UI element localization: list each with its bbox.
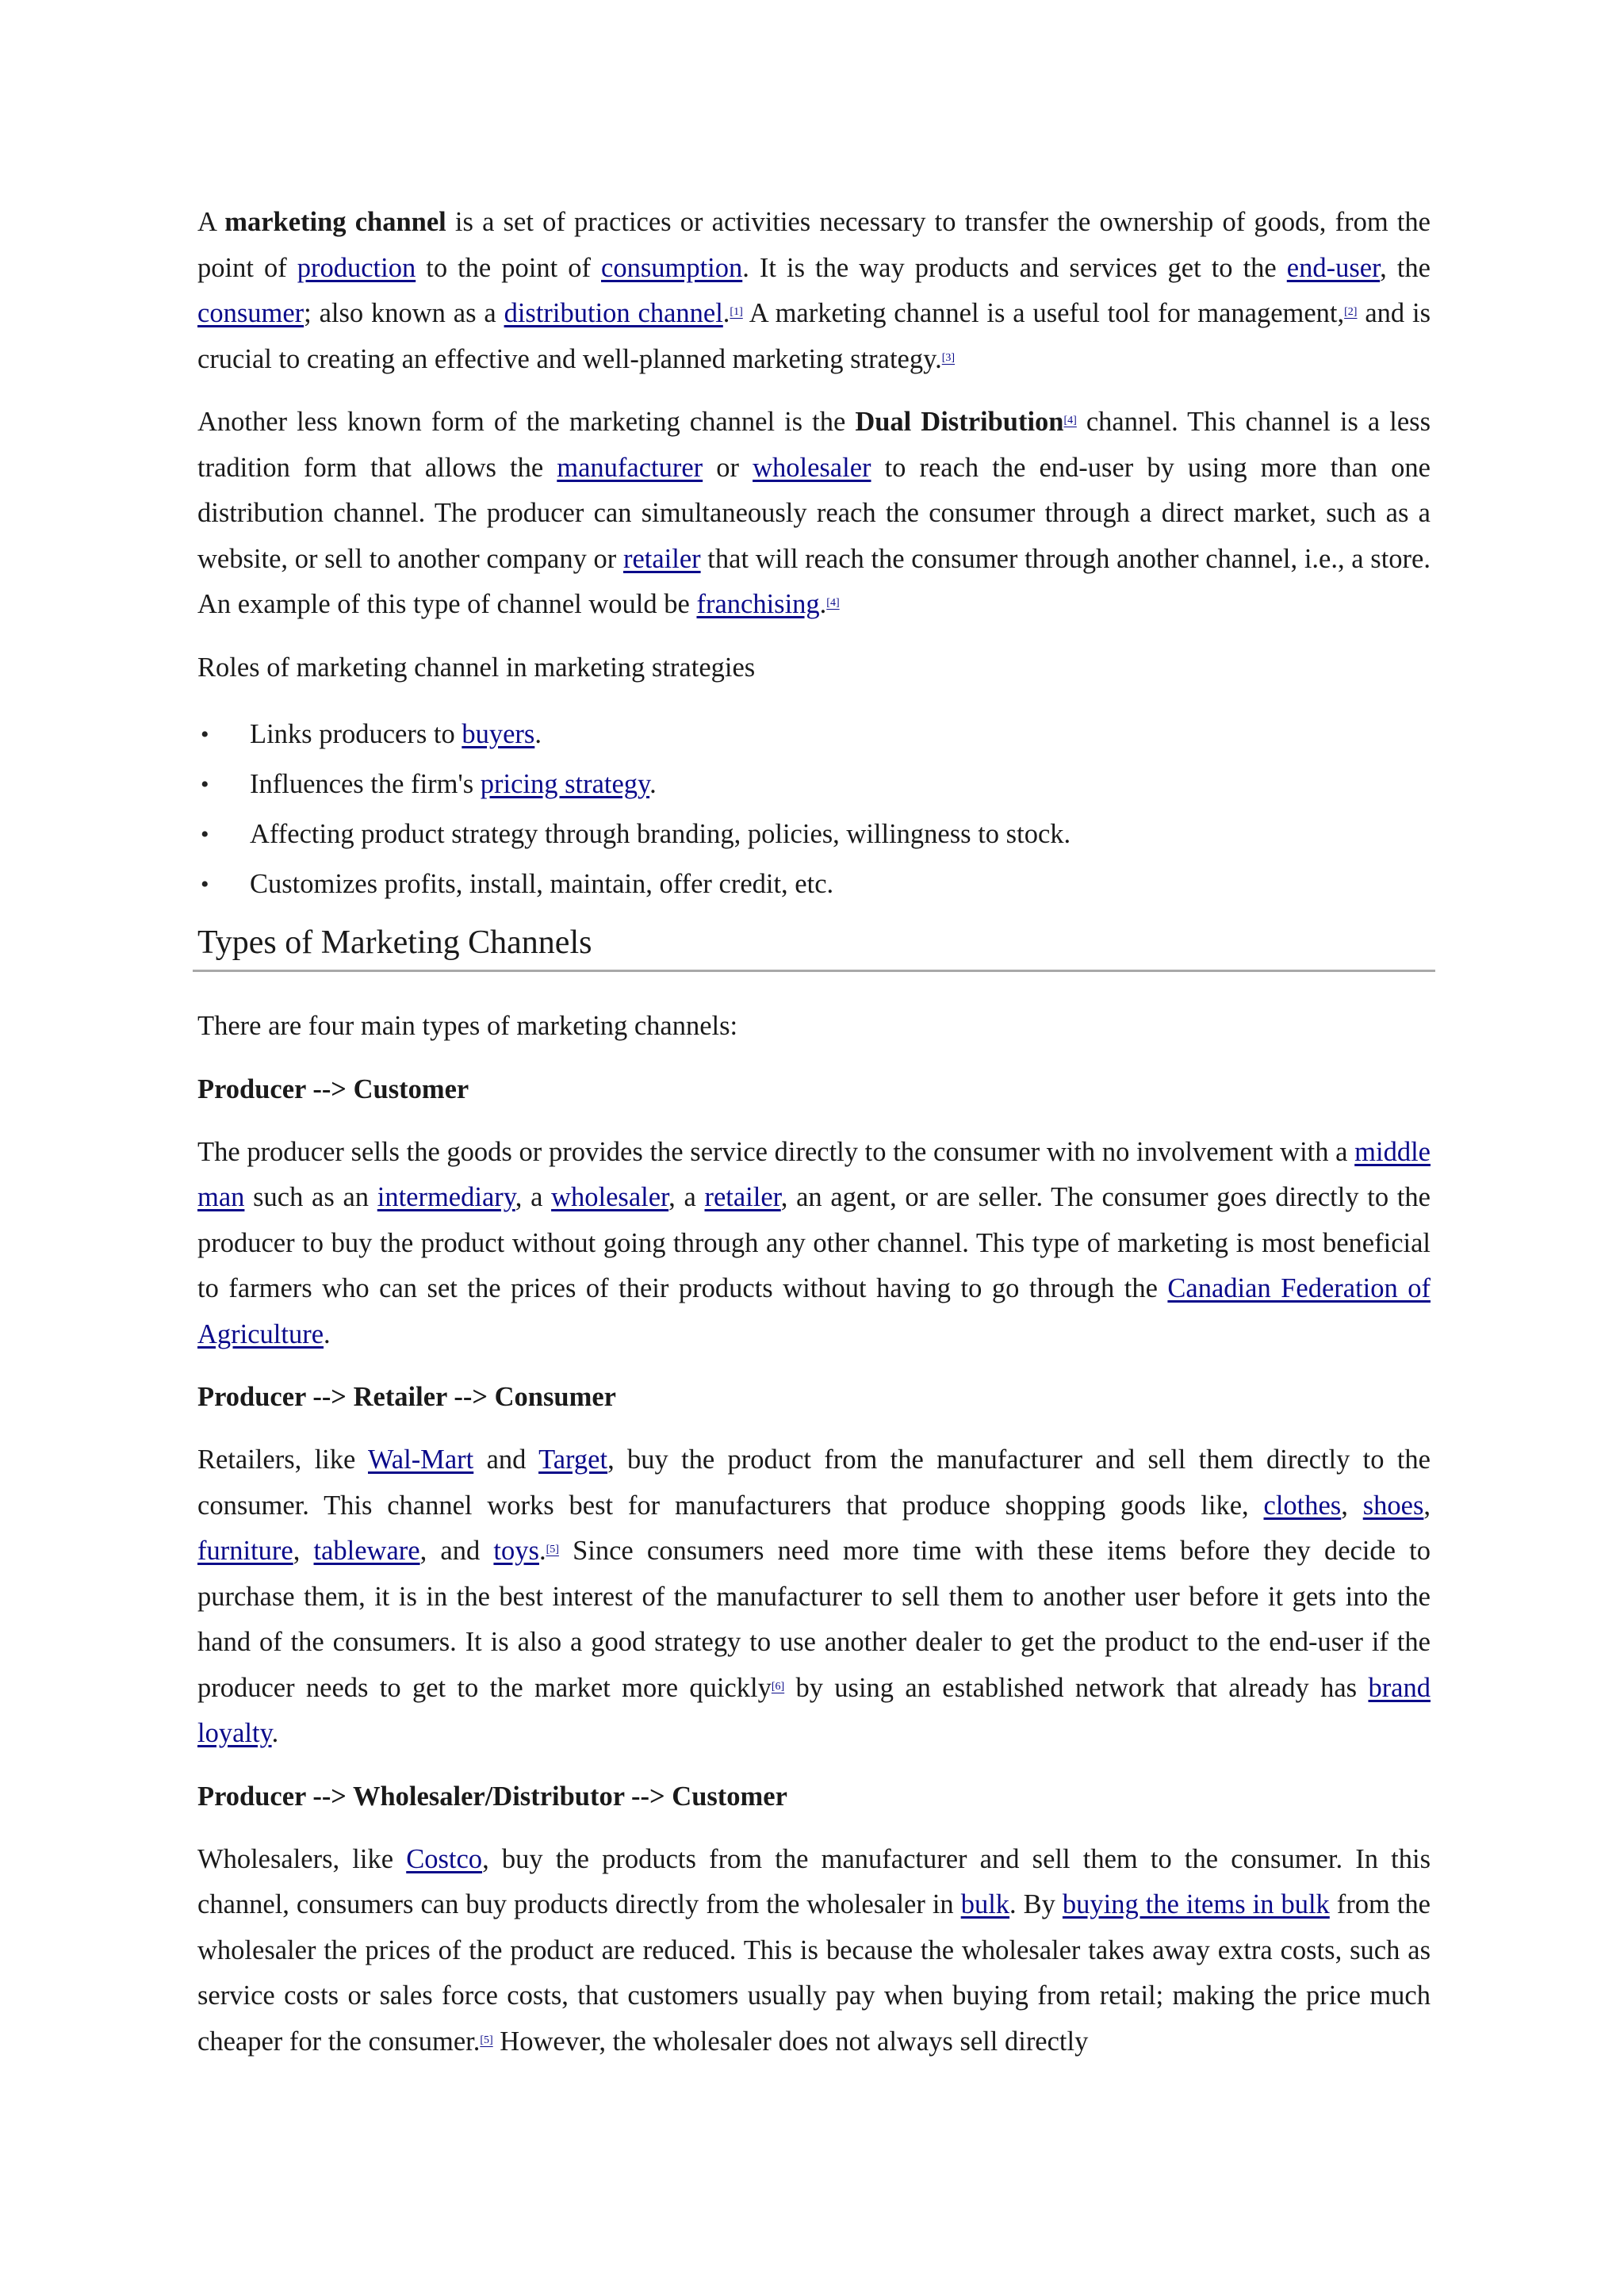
link-pricing-strategy[interactable]: pricing strategy (480, 769, 650, 799)
link-target[interactable]: Target (538, 1445, 608, 1475)
section-heading-types: Types of Marketing Channels (193, 920, 1435, 972)
producer-wholesaler-paragraph: Wholesalers, like Costco, buy the products from the manufacturer and sell them to the consumer. In this channel, consumers can buy products directly from the wholesaler in bulk. By buying the items in bulk from the wholesaler the prices of the product are reduced. This is because the wholesaler takes away extra costs, such as service costs or sales force costs, that customers usually pay when buying from retail; making the price much cheaper for the consumer.[5] However, the wholesaler does not always sell directly (197, 1843, 1431, 2057)
producer-retailer-paragraph: Retailers, like Wal-Mart and Target, buy the product from the manufacturer and sell them directly to the consumer. This channel works best for manufacturers that produce shopping goods like, clothes, shoes, furniture, tableware, and toys.[5] Since consumers need more time with these items before they decide to purchase them, it is in the best interest of the manufacturer to sell them to another user before it gets into the hand of the consumers. It is also a good strategy to use another dealer to get the product to the end-user if the producer needs to get to the market more quickly[6] by using an established network that already has brand loyalty. (197, 1445, 1431, 1748)
link-buyers[interactable]: buyers (462, 719, 535, 749)
link-consumption[interactable]: consumption (601, 252, 743, 283)
citation-6[interactable]: [6] (771, 1680, 785, 1693)
link-canadian-federation-of-agriculture[interactable]: Canadian Federation of Agriculture (197, 1273, 1431, 1349)
intro-paragraph: A marketing channel is a set of practices or activities necessary to transfer the ownership of goods, from the point of production to the point of consumption. It is the way products and services get to the end-user, the consumer; also known as a distribution channel.[1] A marketing channel is a useful tool for management,[2] and is crucial to creating an effective and well-planned marketing strategy.[3] (197, 207, 1431, 374)
citation-4b[interactable]: [4] (826, 597, 840, 609)
dual-distribution-paragraph: Another less known form of the marketing channel is the Dual Distribution[4] channel. This channel is a less tradition form that allows the manufacturer or wholesaler to reach the end-user by using more than one distribution channel. The producer can simultaneously reach the consumer through a direct market, such as a website, or sell to another company or retailer that will reach the consumer through another channel, i.e., a store. An example of this type of channel would be franchising.[4] (197, 407, 1431, 619)
link-consumer[interactable]: consumer (197, 298, 304, 328)
link-wholesaler-2[interactable]: wholesaler (551, 1182, 669, 1212)
citation-5[interactable]: [5] (546, 1544, 559, 1556)
term-marketing-channel: marketing channel (224, 207, 446, 237)
roles-list (197, 710, 1431, 909)
citation-2[interactable]: [2] (1344, 306, 1358, 318)
link-wholesaler[interactable]: wholesaler (753, 452, 871, 483)
citation-5b[interactable]: [5] (480, 2034, 493, 2046)
producer-customer-paragraph: The producer sells the goods or provides the service directly to the consumer with no involvement with a middle man such as an intermediary, a wholesaler, a retailer, an agent, or are seller. The consumer goes directly to the producer to buy the product without going through any other channel. This type of marketing is most beneficial to farmers who can set the prices of their products without having to go through the Canadian Federation of Agriculture. (197, 1136, 1431, 1349)
link-retailer-2[interactable]: retailer (704, 1182, 781, 1212)
link-distribution-channel[interactable]: distribution channel (504, 298, 723, 328)
link-brand-loyalty[interactable]: brand loyalty (197, 1672, 1431, 1748)
link-shoes[interactable]: shoes (1362, 1490, 1424, 1521)
link-tableware[interactable]: tableware (313, 1536, 420, 1566)
list-item: • Affecting product strategy through branding, policies, willingness to stock. (250, 809, 1431, 859)
link-manufacturer[interactable]: manufacturer (557, 452, 703, 483)
heading-producer-wholesaler-customer: Producer --> Wholesaler/Distributor --> Customer (197, 1781, 787, 1812)
link-end-user[interactable]: end-user (1286, 252, 1381, 283)
link-bulk[interactable]: bulk (960, 1889, 1010, 1919)
link-buying-in-bulk[interactable]: buying the items in bulk (1062, 1889, 1330, 1919)
list-item: • Links producers to buyers. (250, 710, 1431, 760)
link-intermediary[interactable]: intermediary (377, 1182, 515, 1212)
link-middle-man[interactable]: middle man (197, 1136, 1431, 1212)
link-clothes[interactable]: clothes (1263, 1490, 1342, 1521)
link-toys[interactable]: toys (493, 1536, 539, 1566)
roles-title: Roles of marketing channel in marketing strategies (197, 652, 756, 683)
citation-1[interactable]: [1] (730, 306, 743, 318)
heading-producer-customer: Producer --> Customer (197, 1073, 469, 1104)
heading-producer-retailer-consumer: Producer --> Retailer --> Consumer (197, 1382, 616, 1412)
citation-3[interactable]: [3] (941, 351, 956, 364)
term-dual-distribution: Dual Distribution (855, 407, 1064, 437)
list-item: • Influences the firm's pricing strategy. (250, 760, 1431, 809)
types-intro: There are four main types of marketing channels: (197, 1011, 738, 1041)
list-item: • Customizes profits, install, maintain, offer credit, etc. (250, 859, 1431, 909)
link-wal-mart[interactable]: Wal-Mart (368, 1445, 474, 1475)
link-franchising[interactable]: franchising (696, 589, 820, 619)
link-production[interactable]: production (297, 252, 416, 283)
link-furniture[interactable]: furniture (197, 1536, 293, 1566)
citation-4[interactable]: [4] (1063, 415, 1077, 427)
link-retailer[interactable]: retailer (622, 543, 701, 574)
link-costco[interactable]: Costco (406, 1843, 483, 1874)
